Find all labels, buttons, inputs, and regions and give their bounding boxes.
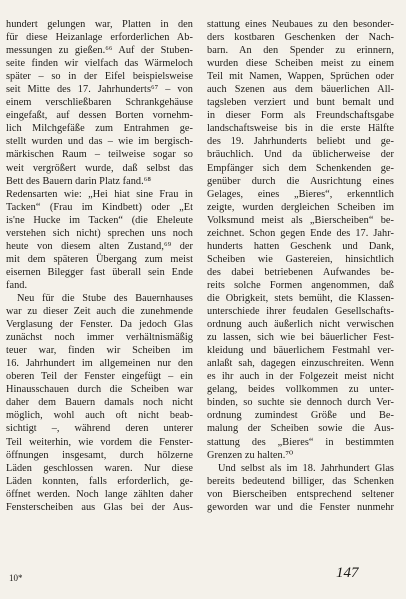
text-line: ders kostbaren Geschenken der Nach- [207,32,394,44]
text-line: Hinausschauen durch die Scheiben war [6,384,193,396]
text-line: es ihr auch in der Folgezeit meist nicht [207,371,394,383]
text-line: teuer war, finden wir Scheiben im [6,345,193,357]
text-line: öffnungen insgesamt, durch hölzerne [6,449,193,461]
text-line: reits solche Formen angenommen, daß [207,279,394,291]
text-line: Neu für die Stube des Bauernhauses [17,292,193,304]
text-line: des dabei betriebenen Aufwandes be- [207,266,394,278]
text-line: tagsleben verziert und bunt bemalt und [207,97,394,109]
text-line: für diese Heizanlage erforderlichen Ab- [6,32,193,44]
text-line: war zu dieser Zeit auch die zunehmende [6,306,193,318]
text-line: Redensarten wie: „Hei hiat sine Frau in [6,188,193,200]
text-line: zeichnet. Schon gegen Ende des 17. Jahr- [207,227,394,239]
printer-signature: 10* [9,573,23,583]
text-line: die Obrigkeit, stets bemüht, die Klassen- [207,292,394,304]
text-line: gelang, beides vollkommen zu unter- [207,384,394,396]
text-line: verstehen sich nicht) sprechen uns noch [6,227,193,239]
text-line: lich Milchgefäße zum Entrahmen ge- [6,123,193,135]
text-line: Scheiben wie Gastereien, hinsichtlich [207,253,394,265]
text-line: seite finden wir vielfach das Wärmeloch [6,58,193,70]
text-line: Läden konnten, falls erforderlich, ge- [6,475,193,487]
left-text-column [6,18,193,514]
text-line: stellt wurden und das – wie im bergisch- [6,136,193,148]
text-line: ordnung zumindest Größe und Be- [207,410,394,422]
text-line: oberen Teil der Fenster eingefügt – ein [6,371,193,383]
text-line: stattung eines Neubaues zu den besonder- [207,19,394,30]
text-line: Verglasung der Fenster. Da jedoch Glas [6,319,193,331]
text-line: eingefaßt, auf dessen Borten vornehm- [6,110,193,122]
text-line: unterschiede ihrer feudalen Gesellschafts- [207,306,394,318]
text-line: Teil mit Namen, Wappen, Sprüchen oder [207,71,394,83]
text-line: märkischen Raum – teilweise sogar so [6,149,193,161]
text-line: eisernen Bilegger fast überall sein Ende [6,266,193,278]
text-line: zu lassen, sich wie bei bäuerlicher Fest- [207,332,394,344]
text-line: fand. [6,279,28,291]
text-line: in dieser Form als Freundschaftsgabe [207,110,394,122]
text-line: später – so in der Eifel beispielsweise [6,71,193,83]
text-line: geworden war und die Fenster nunmehr [207,501,394,513]
text-line: zeigte, wurden dergleichen Scheiben im [207,201,394,213]
text-line: binden, so suchte sie dennoch durch Ver- [207,397,394,409]
text-line: bräuchlich. Und da üblicherweise der [207,149,394,161]
text-line: messungen zu gießen.⁶⁶ Auf der Stuben- [6,45,193,57]
text-line: Tacken“ (Frau im Kindbett) oder „Et [6,201,193,213]
text-line: öffnet werden. Noch lange zählten daher [6,488,193,500]
text-line: Fensterscheiben aus Glas bei der Aus- [6,501,193,513]
text-line: weit vergrößert wurde, daß selbst das [6,162,193,174]
text-line: Empfänger sich dem Schenkenden ge- [207,162,394,174]
text-line: seit Mitte des 17. Jahrhunderts⁶⁷ – von [6,84,193,96]
text-line: kleidung und bäuerlichem Festmahl ver- [207,345,394,357]
page-number: 147 [336,565,359,581]
text-line: landschaftsweise bis in die erste Hälfte [207,123,394,135]
text-line: möglich, wohl auch oft nicht beab- [6,410,193,422]
text-line: hundert gelungen war, Platten in den [6,19,193,30]
text-line: Grenzen zu halten.⁷⁰ [207,449,294,461]
text-line: daher dem Bauern damals noch nicht [6,397,193,409]
text-line: is'ne Hucke im Tacken“ (die Eheleute [6,214,193,226]
text-line: Volksmund meist als „Bierscheiben“ be- [207,214,394,226]
text-line: barn. An den Spender zu erinnern, [207,45,394,57]
text-line: 16. Jahrhundert im allgemeinen nur den [6,358,193,370]
right-text-column [207,18,394,514]
text-line: Bett des Bauern darin Platz fand.⁶⁸ [6,175,152,187]
text-line: genüber durch die Ausrichtung eines [207,175,394,187]
text-line: Gelages, eines „Bieres“, erkenntlich [207,188,394,200]
text-line: einem verschließbaren Schrankgehäuse [6,97,193,109]
text-line: Teil weiterhin, wie vordem die Fenster- [6,436,193,448]
text-line: von Bierscheiben entsprechend seltener [207,488,394,500]
text-line: anlaßt sah, dagegen einzuschreiten. Wenn [207,358,394,370]
text-line: Und selbst als im 18. Jahrhundert Glas [218,462,394,474]
text-line: stattung des „Bieres“ in bestimmten [207,436,394,448]
text-line: zunächst noch immer verhältnismäßig [6,332,193,344]
text-line: malung der Scheiben sowie die Aus- [207,423,394,435]
text-line: bereits bedeutend billiger, das Schenken [207,475,394,487]
text-line: des 19. Jahrhunderts beliebt und ge- [207,136,394,148]
text-line: auch Szenen aus dem bäuerlichen All- [207,84,394,96]
text-line: ordnung auch äußerlich nicht verwischen [207,319,394,331]
text-line: mit dem späteren Übergang zum meist [6,253,193,265]
text-line: heute von diesem alten Zustand,⁶⁹ der [6,240,193,252]
text-line: hunderts hatten Geschenk und Dank, [207,240,394,252]
text-line: sichtigt –, während deren unterer [6,423,193,435]
text-line: wurden diese Scheiben meist zu einem [207,58,394,70]
text-line: Läden geschlossen waren. Nur diese [6,462,193,474]
